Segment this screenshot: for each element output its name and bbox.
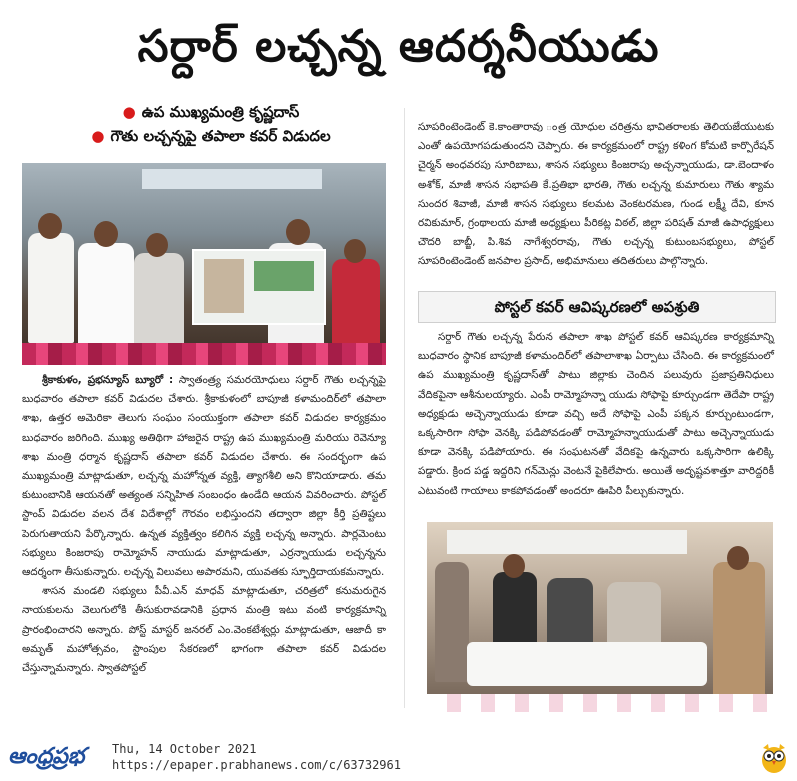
person-figure xyxy=(28,233,74,343)
incident-photo xyxy=(427,522,773,712)
page-footer xyxy=(0,738,797,781)
article-paragraph xyxy=(22,371,386,582)
newspaper-logo: ఆంధ్రప్రభ xyxy=(8,744,85,769)
person-head xyxy=(344,239,366,263)
column-divider xyxy=(404,108,405,708)
person-figure xyxy=(78,243,134,353)
flower-decoration xyxy=(427,694,773,712)
dateline: శ్రీకాకుళం, ప్రభన్యూస్ బ్యూరో : xyxy=(42,374,174,386)
bullet-text: ఉప ముఖ్యమంత్రి కృష్ణదాస్ xyxy=(141,103,300,121)
article-column-right-top xyxy=(418,118,774,272)
sofa xyxy=(467,642,707,686)
person-head xyxy=(286,219,310,245)
highlight-bullets xyxy=(22,100,400,148)
stage-banner xyxy=(447,530,687,554)
bullet-text: గౌతు లచ్చన్నపై తపాలా కవర్ విడుదల xyxy=(110,127,331,145)
article-paragraph: శాసన మండలి సభ్యులు పీవీ.ఎన్ మాధవ్ మాట్లాడుతూ, చరిత్రలో కనుమరుగైన నాయకులను వెలుగులోకి తీసుకురావడానికి ప్రధాన మంత్రి ఇటు వంటి కార్యక్రమాన్ని ప్రారంభించారని అన్నారు. పోస్ట్ మాస్టర్ జనరల్ ఎం.వెంకటేశ్వర్లు మాట్లాడుతూ, ఆజాదీ కా అమృత్ మహోత్సవం, స్టాంపుల సేకరణలో భాగంగా తపాలా కవర్ విడుదల చేస్తున్నామన్నారు. స్వాతపోస్టల్ xyxy=(22,585,386,675)
flower-decoration xyxy=(22,343,386,365)
bullet-item xyxy=(22,124,400,148)
paragraph-text: స్వాతంత్ర్య సమరయోధులు సర్దార్ గౌతు లచ్చన్నపై బుధవారం తపాలా కవర్ విడుదల చేశారు. శ్రీకాకుళంలో బాపూజీ కళామందిర్‌లో తపాలా శాఖ, ఉత్తర అమెరికా తెలుగు సంఘం సంయుక్తంగా తపాలా కవర్ విడుదల కార్యక్రమం బుధవారం జరిగింది. ముఖ్య అతిథిగా హాజరైన రాష్ట్ర ఉప ముఖ్యమంత్రి మరియు రెవెన్యూ శాఖ మంత్రి ధర్మాన కృష్ణదాస్ తపాలా కవర్ విడుదల చేశారు. ఈ సందర్భంగా ఉప ముఖ్యమంత్రి మాట్లాడుతూ, లచ్చన్న మహోన్నత వ్యక్తి, త్యాగశీలి అని కొనియాడారు. తమ కుటుంబానికి ఆయనతో అత్యంత సన్నిహిత సంబంధం ఉండేది ఆయన వివరించారు. పోస్టల్ స్టాంప్ విడుదల వలన దేశ విదేశాల్లో గౌరవం లభిస్తుందని తద్వారా జిల్లా కీర్తి ప్రతిష్టలు పెరుగుతాయని పేర్కొన్నారు. ఉన్నత వ్యక్తిత్వం కలిగిన వ్యక్తి లచ్చన్న అన్నారు. పార్లమెంటు సభ్యులు కింజరాపు రామ్మోహన్ నాయుడు మాట్లాడుతూ, ఎర్రన్నాయుడు లచ్చన్నను ఆదర్శంగా తీసుకున్నారు. లచ్చన్న విలువలు అపారమని, యువతకు స్ఫూర్తిదాయకమన్నారు. xyxy=(22,374,386,579)
person-head xyxy=(94,221,118,247)
sub-headline: పోస్టల్ కవర్ ఆవిష్కరణలో అపశ్రుతి xyxy=(418,291,776,323)
owl-icon xyxy=(760,742,788,774)
red-dot-icon: ● xyxy=(122,103,136,121)
cover-graphic xyxy=(254,261,314,291)
headline: సర్దార్ లచ్చన్న ఆదర్శనీయుడు xyxy=(137,21,660,72)
article-column-left xyxy=(22,371,386,678)
person-head xyxy=(727,546,749,570)
article-column-right-bottom xyxy=(418,328,774,501)
stage-banner xyxy=(142,169,322,189)
person-head xyxy=(146,233,168,257)
person-head xyxy=(38,213,62,239)
epaper-url[interactable]: https://epaper.prabhanews.com/c/63732961 xyxy=(112,758,401,772)
postal-cover-image xyxy=(192,249,326,325)
cover-portrait xyxy=(204,259,244,313)
edition-date: Thu, 14 October 2021 xyxy=(112,742,257,756)
person-head xyxy=(503,554,525,578)
red-dot-icon: ● xyxy=(91,127,105,145)
person-figure xyxy=(332,259,380,355)
article-paragraph: సూపరింటెండెంట్ కె.కాంతారావు ంత్ర యోధుల చరిత్రను భావితరాలకు తెలియజేయుటకు ఎంతో ఉపయోగపడుతుందని చెప్పారు. ఈ కార్యక్రమంలో రాష్ట్ర కళింగ కోమటి కార్పొరేషన్ చైర్మన్ అంధవరపు సూరిబాబు, శాసన సభ్యులు కింజరాపు అచ్చన్నాయుడు, డా.బెందాళం అశోక్, మాజీ శాసన సభాపతి కే.ప్రతిభా భారతి, గౌతు లచ్చన్న కుమారులు గౌతు శ్యామ సుందర శివాజీ, మాజీ శాసన సభ్యులు కలమట వెంకటరమణ, గుండ లక్ష్మీ దేవి, కూన రవికుమార్, గ్రంథాలయ మాజీ అధ్యక్షులు పీరికట్ల విఠల్, జిల్లా పరిషత్ మాజీ ఉపాధ్యక్షులు చౌదరి బాబ్జీ, పి.శివ నాగేశ్వరరావు, గౌతు లచ్చన్న కుటుంబసభ్యులు, పోస్టల్ సూపరింటెండెంట్ జనపాల ప్రసాద్, అభిమానులు తదితరులు పాల్గొన్నారు. xyxy=(418,121,774,268)
article-paragraph: సర్దార్ గౌతు లచ్చన్న పేరున తపాలా శాఖ పోస్టల్ కవర్ ఆవిష్కరణ కార్యక్రమాన్ని బుధవారం స్థానిక బాపూజీ కళామందిర్‌లో తపాలాశాఖ ఏర్పాటు చేసింది. ఈ కార్యక్రమంలో ఉప ముఖ్యమంత్రి కృష్ణదాస్‌తో పాటు జిల్లాకు చెందిన పలువురు ప్రజాప్రతినిధులు వేదికపైనా ఆశీనులయ్యారు. ఎంపీ రామ్మోహన్నా యుడు సోఫాపై కూర్చుండగా తెదేపా రాష్ట్ర అధ్యక్షుడు అచ్చెన్నాయుడు కూడా వచ్చి అదే సోఫాపై ఎంపీ పక్కన కూర్చుంటుండగా, ఒక్కసారిగా సోఫా వెనక్కి పడిపోవడంతో రామ్మోహన్నాయుడుతో పాటు అచ్చెన్నాయుడు కూడా వెనక్కి పడిపోయారు. ఈ సంఘటనతో వేదికపై ఉన్నవారు ఒక్కసారిగా ఉలిక్కి పడ్డారు. క్రింద పడ్డ ఇద్దరిని గన్‌మెన్లు వెంటనే పైకిలేపారు. అయితే అదృష్టవశాత్తూ వారిద్దరికీ ఎటువంటి గాయాలు కాకపోవడంతో అందరూ ఊపిరి పీల్చుకున్నారు. xyxy=(418,331,774,497)
event-photo xyxy=(22,163,386,365)
person-figure xyxy=(435,562,469,682)
bullet-item xyxy=(22,100,400,124)
person-figure xyxy=(713,562,765,702)
person-figure xyxy=(134,253,184,353)
